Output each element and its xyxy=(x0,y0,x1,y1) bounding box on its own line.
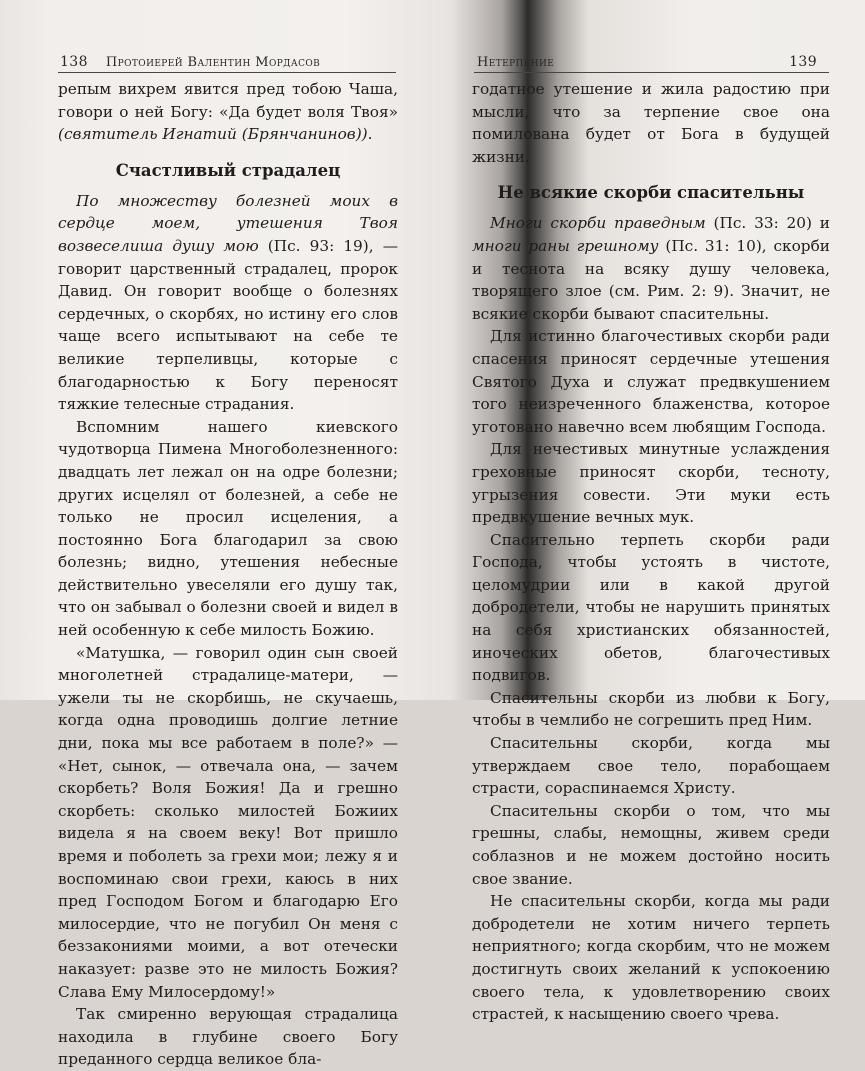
left-p2-quote: По множеству болезней моих в сердце моем, утешения Твоя возвеселиша душу мою xyxy=(58,191,398,255)
right-page xyxy=(472,0,865,1024)
right-section-heading: Не всякие скорби спасительны xyxy=(497,183,805,203)
right-paragraph-2 xyxy=(472,212,830,325)
right-paragraph-5: Спасительно терпеть скорби ради Господа, чтобы устоять в чистоте, целомудрии или в какой другой добродетели, чтобы не нарушить принятых на себя христианских обязанностей, иноческих обетов, благочестивых подвигов. xyxy=(472,530,830,685)
right-page-number: 139 xyxy=(789,54,817,70)
left-section-heading: Счастливый страдалец xyxy=(115,160,341,180)
left-paragraph-5: Так смиренно верующая страдалица находила в глубине своего Богу преданного сердца великое бла- xyxy=(58,1005,398,1069)
left-p1-end: . xyxy=(367,125,373,144)
right-paragraph-1: годатное утешение и жила радостию при мысли, что за терпение свое она помилована будет от Бога в будущей жизни. xyxy=(472,80,830,166)
right-paragraph-9: Не спасительны скорби, когда мы ради добродетели не хотим ничего терпеть неприятного; когда скорбим, что не можем достигнуть своих желаний к успокоению своего тела, к удовлетворению своих страстей, к насыщению своего чрева. xyxy=(472,892,830,1024)
left-page-number: 138 xyxy=(60,54,88,70)
right-running-head xyxy=(477,50,817,70)
right-p2-text-2: (Пс. 31: 10), скорби и теснота на всяку душу человека, творящего злое (см. Рим. 2: 9). Значит, не всякие скорби бывают спасительны. xyxy=(472,236,830,323)
right-header-rule xyxy=(474,72,829,73)
right-paragraph-6: Спасительны скорби из любви к Богу, чтобы в чемлибо не согрешить пред Ним. xyxy=(472,688,830,730)
right-p2-quote-2: многи раны грешному xyxy=(472,236,659,255)
left-p1-text: репым вихрем явится пред тобою Чаша, говори о ней Богу: «Да будет воля Твоя» xyxy=(58,80,398,121)
right-paragraph-4: Для нечестивых минутные услаждения греховные приносят скорби, тесноту, угрызения совести. Эти муки есть предвкушение вечных мук. xyxy=(472,440,830,527)
left-header-author: Протоиерей Валентин Мордасов xyxy=(105,55,321,70)
right-paragraph-7: Спасительны скорби, когда мы утверждаем свое тело, порабощаем страсти, сораспинаемся Христу. xyxy=(472,734,830,798)
left-header-rule xyxy=(58,72,396,73)
right-page-body xyxy=(472,78,830,1026)
left-paragraph-4: «Матушка, — говорил один сын своей многолетней страдалице-матери, — ужели ты не скорбишь, не скучаешь, когда одна проводишь долгие летние дни, пока мы все работаем в поле?» — «Нет, сынок, — отвечала она, — зачем скорбеть? Воля Божия! Да и грешно скорбеть: сколько милостей Божиих видела я на своем веку! Вот пришло время и поболеть за грехи мои; лежу я и воспоминаю свои грехи, каюсь в них пред Господом Богом и благодарю Его милосердие, что не погубил Он меня с беззакониями моими, а вот отечески наказует: разве это не милость Божия? Слава Ему Милосердому!» xyxy=(58,643,398,1001)
left-paragraph-1 xyxy=(58,78,398,146)
left-running-head xyxy=(60,50,395,70)
right-paragraph-8: Спасительны скорби о том, что мы грешны, слабы, немощны, живем среди соблазнов и не можем достойно носить свое звание. xyxy=(472,801,830,888)
right-header-chapter: Нетерпение xyxy=(477,55,555,70)
right-paragraph-3: Для истинно благочестивых скорби ради спасения приносят сердечные утешения Святого Духа и служат предвкушением того неизреченного блаженства, которое уготовано навечно всем любящим Господа. xyxy=(472,327,830,436)
left-paragraph-2 xyxy=(58,190,398,416)
left-p1-attribution: (святитель Игнатий (Брянчанинов)) xyxy=(58,125,368,144)
left-p2-text: (Пс. 93: 19), — говорит царственный страдалец, пророк Давид. Он говорит вообще о болезнях сердечных, о скорбях, но истину его слов чаще всего испытывают на себе те великие терпеливцы, которые с благодарностью к Богу переносят тяжкие телесные страдания. xyxy=(58,236,398,414)
left-paragraph-3: Вспомним нашего киевского чудотворца Пимена Многоболезненного: двадцать лет лежал он на одре болезни; других исцелял от болезней, а себе не только не просил исцеления, а постоянно Бога благодарил за свою болезнь; видно, утешения небесные действительно увеселяли его душу так, что он забывал о болезни своей и видел в ней особенную к себе милость Божию. xyxy=(58,417,398,640)
left-page-body xyxy=(58,78,398,1071)
right-p2-quote-1: Многи скорби праведным xyxy=(490,214,706,233)
right-p2-text-1: (Пс. 33: 20) и xyxy=(705,214,831,233)
